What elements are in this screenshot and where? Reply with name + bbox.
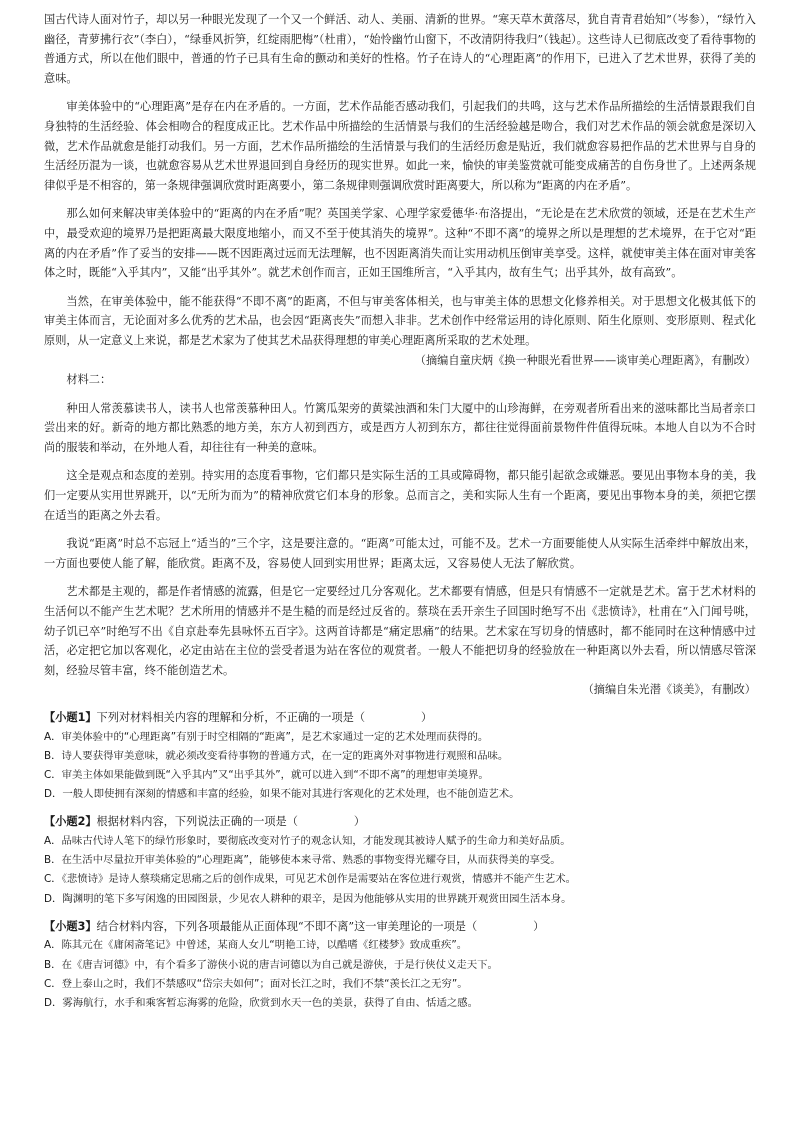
option-d[interactable]: D．雾海航行，水手和乘客暂忘海雾的危险，欣赏到水天一色的美景，获得了自由、恬适之感。 bbox=[44, 997, 479, 1010]
question-2 bbox=[44, 812, 756, 908]
option-c[interactable]: C．《悲愤诗》是诗人蔡琰痛定思痛之后的创作成果，可见艺术创作是需要站在客位进行观赏，情感并不能产生艺术。 bbox=[44, 873, 576, 886]
material-two bbox=[44, 370, 756, 700]
question-tag: 【小题2】 bbox=[44, 815, 97, 829]
material-one-paragraph-3: 当然，在审美体验中，能不能获得“不即不离”的距离，不但与审美客体相关，也与审美主体的思想文化修养相关。对于思想文化极其低下的审美主体而言，无论面对多么优秀的艺术品，也会因“距离丧失”而想入非非。艺术创作中经常运用的诗化原则、陌生化原则、变形原则、程式化原则，从一定意义上来说，都是艺术家为了使其艺术品获得理想的审美心理距离所采取的艺术处理。 bbox=[44, 294, 756, 347]
material-two-paragraph-2: 这全是观点和态度的差别。持实用的态度看事物，它们都只是实际生活的工具或障碍物，都只能引起欲念或嫌恶。要见出事物本身的美，我们一定要从实用世界跳开，以“无所为而为”的精神欣赏它们本身的形象。总而言之，美和实际人生有一个距离，要见出事物本身的美，须把它摆在适当的距离之外去看。 bbox=[44, 469, 756, 522]
option-d[interactable]: D．一般人即使拥有深刻的情感和丰富的经验，如果不能对其进行客观化的艺术处理，也不能创造艺术。 bbox=[44, 788, 520, 801]
option-d[interactable]: D．陶渊明的笔下多写闲逸的田园图景，少见农人耕种的艰辛，是因为他能够从实用的世界跳开观赏田园生活本身。 bbox=[44, 892, 572, 905]
material-two-paragraph-4: 艺术都是主观的，都是作者情感的流露，但是它一定要经过几分客观化。艺术都要有情感，但是只有情感不一定就是艺术。富于艺术材料的生活何以不能产生艺术呢？艺术所用的情感并不是生糙的而是经过反省的。蔡琰在丢开亲生子回国时绝写不出《悲愤诗》，杜甫在“入门闻号咷，幼子饥已卒”时绝写不出《自京赴奉先县咏怀五百字》。这两首诗都是“痛定思痛”的结果。艺术家在写切身的情感时，都不能同时在这种情感中过活，必定把它加以客观化，必定由站在主位的尝受者退为站在客位的观赏者。一般人不能把切身的经验放在一种距离以外去看，所以情感尽管深刻，经验尽管丰富，终不能创造艺术。 bbox=[44, 585, 756, 677]
material-two-paragraph-1: 种田人常羡慕读书人，读书人也常羡慕种田人。竹篱瓜架旁的黄粱浊酒和朱门大厦中的山珍海鲜，在旁观者所看出来的滋味都比当局者亲口尝出来的好。新奇的地方都比熟悉的地方美，东方人初到西方，或是西方人初到东方，都往往觉得面前景物件件值得玩味。本地人自以为不合时尚的服装和举动，在外地人看，却往往有一种美的意味。 bbox=[44, 401, 756, 454]
question-text: 下列对材料相关内容的理解和分析，不正确的一项是（ ） bbox=[96, 711, 433, 724]
option-b[interactable]: B．诗人要获得审美意味，就必须改变看待事物的普通方式，在一定的距离外对事物进行观照和品味。 bbox=[44, 749, 509, 762]
document-page bbox=[44, 10, 756, 1013]
question-text: 根据材料内容，下列说法正确的一项是（ ） bbox=[96, 815, 366, 829]
option-c[interactable]: C．登上泰山之时，我们不禁感叹“岱宗夫如何”；面对长江之时，我们不禁“羡长江之无穷”。 bbox=[44, 977, 468, 990]
material-one-source: （摘编自童庆炳《换一种眼光看世界——谈审美心理距离》，有删改） bbox=[414, 353, 756, 367]
material-one-intro-paragraph: 国古代诗人面对竹子，却以另一种眼光发现了一个又一个鲜活、动人、美丽、清新的世界。“寒天草木黄落尽，犹自青青君始知”（岑参），“绿竹入幽径，青萝拂行衣”（李白），“绿垂风折笋，红绽雨肥梅”（杜甫），“始怜幽竹山窗下，不改清阴待我归”（钱起）。这些诗人已彻底改变了看待事物的普通方式，所以在他们眼中，普通的竹子已具有生命的颤动和美好的性格。竹子在诗人的“心理距离”的作用下，已进入了艺术世界，获得了美的意味。 bbox=[44, 13, 756, 85]
question-1 bbox=[44, 708, 756, 804]
material-one-paragraph-2: 那么如何来解决审美体验中的“距离的内在矛盾”呢？英国美学家、心理学家爱德华·布洛提出，“无论是在艺术欣赏的领域，还是在艺术生产中，最受欢迎的境界乃是把距离最大限度地缩小，而又不至于使其消失的境界”。这种“不即不离”的境界之所以是理想的艺术境界，在于它对“距离的内在矛盾”作了妥当的安排——既不因距离过远而无法理解，也不因距离消失而让实用动机压倒审美享受。这样，就使审美主体在面对审美客体之时，既能“入乎其内”，又能“出乎其外”。就艺术创作而言，正如王国维所言，“入乎其内，故有生气；出乎其外，故有高致”。 bbox=[44, 207, 756, 280]
question-tag: 【小题3】 bbox=[44, 919, 97, 933]
option-b[interactable]: B．在生活中尽量拉开审美体验的“心理距离”，能够使本来寻常、熟悉的事物变得光耀夺目，从而获得美的享受。 bbox=[44, 854, 561, 867]
option-c[interactable]: C．审美主体如果能做到既“入乎其内”又“出乎其外”，就可以进入到“不即不离”的理想审美境界。 bbox=[44, 769, 489, 781]
question-text: 结合材料内容，下列各项最能从正面体现“不即不离”这一审美理论的一项是（ ） bbox=[96, 919, 545, 933]
material-two-paragraph-3: 我说“距离”时总不忘冠上“适当的”三个字，这是要注意的。“距离”可能太过，可能不及。艺术一方面要能使人从实际生活牵绊中解放出来，一方面也要使人能了解，能欣赏。距离不及，容易使人回到实用世界；距离太远，又容易使人无法了解欣赏。 bbox=[44, 537, 756, 570]
material-two-source: （摘编自朱光潜《谈美》，有删改） bbox=[582, 683, 756, 697]
question-stem bbox=[44, 708, 756, 728]
option-a[interactable]: A．品味古代诗人笔下的绿竹形象时，要彻底改变对竹子的观念认知，才能发现其被诗人赋予的生命力和美好品质。 bbox=[44, 835, 571, 847]
option-a[interactable]: A．陈其元在《庸闲斋笔记》中曾述，某商人女儿“明艳工诗，以酷嗜《红楼梦》致成重疾”。 bbox=[44, 939, 468, 952]
question-stem bbox=[44, 812, 756, 832]
question-3 bbox=[44, 917, 756, 1013]
question-tag: 【小题1】 bbox=[44, 711, 97, 724]
option-a[interactable]: A．审美体验中的“心理距离”有别于时空相隔的“距离”，是艺术家通过一定的艺术处理而获得的。 bbox=[44, 730, 489, 743]
question-stem bbox=[44, 917, 756, 937]
material-two-label: 材料二： bbox=[66, 373, 112, 387]
material-one-paragraph-1: 审美体验中的“心理距离”是存在内在矛盾的。一方面，艺术作品能否感动我们，引起我们的共鸣，这与艺术作品所描绘的生活情景跟我们自身独特的生活经验、体会相吻合的程度成正比。艺术作品中所描绘的生活情景与我们的生活经验越是吻合，我们对艺术作品的领会就愈是深切入微，艺术作品就愈是能打动我们。另一方面，艺术作品所描绘的生活情景与我们的生活经历愈是贴近，我们就愈容易把作品的艺术世界与自身的生活经历混为一谈，也就愈容易从艺术世界退回到自身经历的现实世界。如此一来，愉快的审美鉴赏就可能变成痛苦的自伤身世了。上述两条规律似乎是不相容的，第一条规律强调欣赏时距离要小，第二条规律则强调欣赏时距离要大，所以称为“距离的内在矛盾”。 bbox=[44, 100, 756, 192]
material-one bbox=[44, 10, 756, 370]
option-b[interactable]: B．在《唐吉诃德》中，有个看多了游侠小说的唐吉诃德以为自己就是游侠，于是行侠仗义走天下。 bbox=[44, 958, 498, 971]
